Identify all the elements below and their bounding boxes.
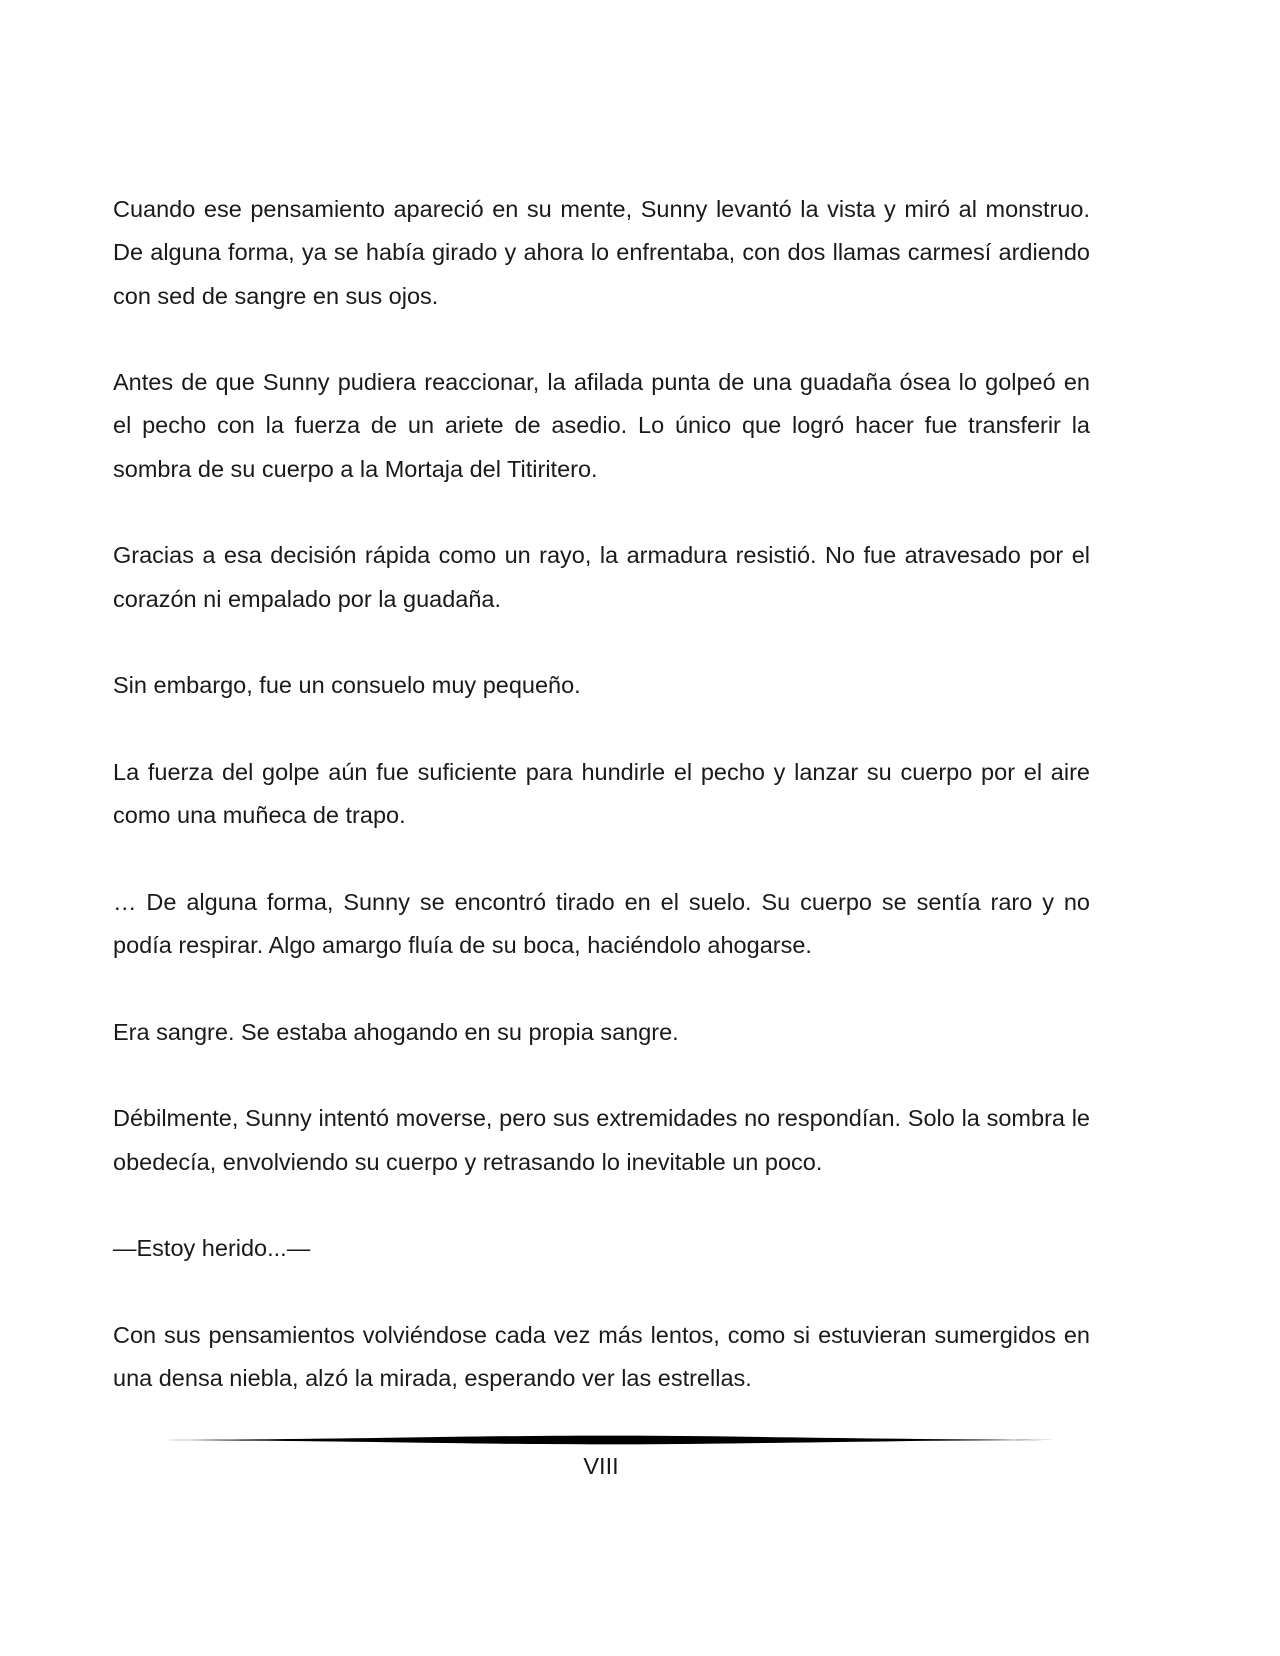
paragraph: Antes de que Sunny pudiera reaccionar, la afilada punta de una guadaña ósea lo golpeó en el pecho con la fuerza de un ariete de asedio. Lo único que logró hacer fue transferir la sombra de su cuerpo a la Mortaja del Titiritero. — [113, 369, 1090, 482]
paragraph: Era sangre. Se estaba ahogando en su propia sangre. — [113, 1018, 679, 1045]
paragraph: Débilmente, Sunny intentó moverse, pero sus extremidades no respondían. Solo la sombra le obedecía, envolviendo su cuerpo y retrasando lo inevitable un poco. — [113, 1105, 1090, 1175]
paragraph: Con sus pensamientos volviéndose cada vez más lentos, como si estuvieran sumergidos en una densa niebla, alzó la mirada, esperando ver las estrellas. — [113, 1321, 1090, 1392]
paragraph: La fuerza del golpe aún fue suficiente para hundirle el pecho y lanzar su cuerpo por el aire como una muñeca de trapo. — [113, 758, 1090, 829]
body-text — [113, 188, 1090, 1400]
paragraph: … De alguna forma, Sunny se encontró tirado en el suelo. Su cuerpo se sentía raro y no podía respirar. Algo amargo fluía de su boca, haciéndolo ahogarse. — [113, 888, 1090, 959]
page-number: VIII — [583, 1453, 619, 1479]
divider-swell — [152, 1436, 1054, 1445]
page-divider — [152, 1434, 1054, 1446]
paragraph: Gracias a esa decisión rápida como un rayo, la armadura resistió. No fue atravesado por el corazón ni empalado por la guadaña. — [113, 542, 1090, 612]
paragraph: —Estoy herido...— — [113, 1235, 311, 1262]
paragraph: Cuando ese pensamiento apareció en su mente, Sunny levantó la vista y miró al monstruo. De alguna forma, ya se había girado y ahora lo enfrentaba, con dos llamas carmesí ardiendo con sed de sangre en sus ojos. — [113, 196, 1090, 309]
paragraph: Sin embargo, fue un consuelo muy pequeño. — [113, 672, 581, 699]
